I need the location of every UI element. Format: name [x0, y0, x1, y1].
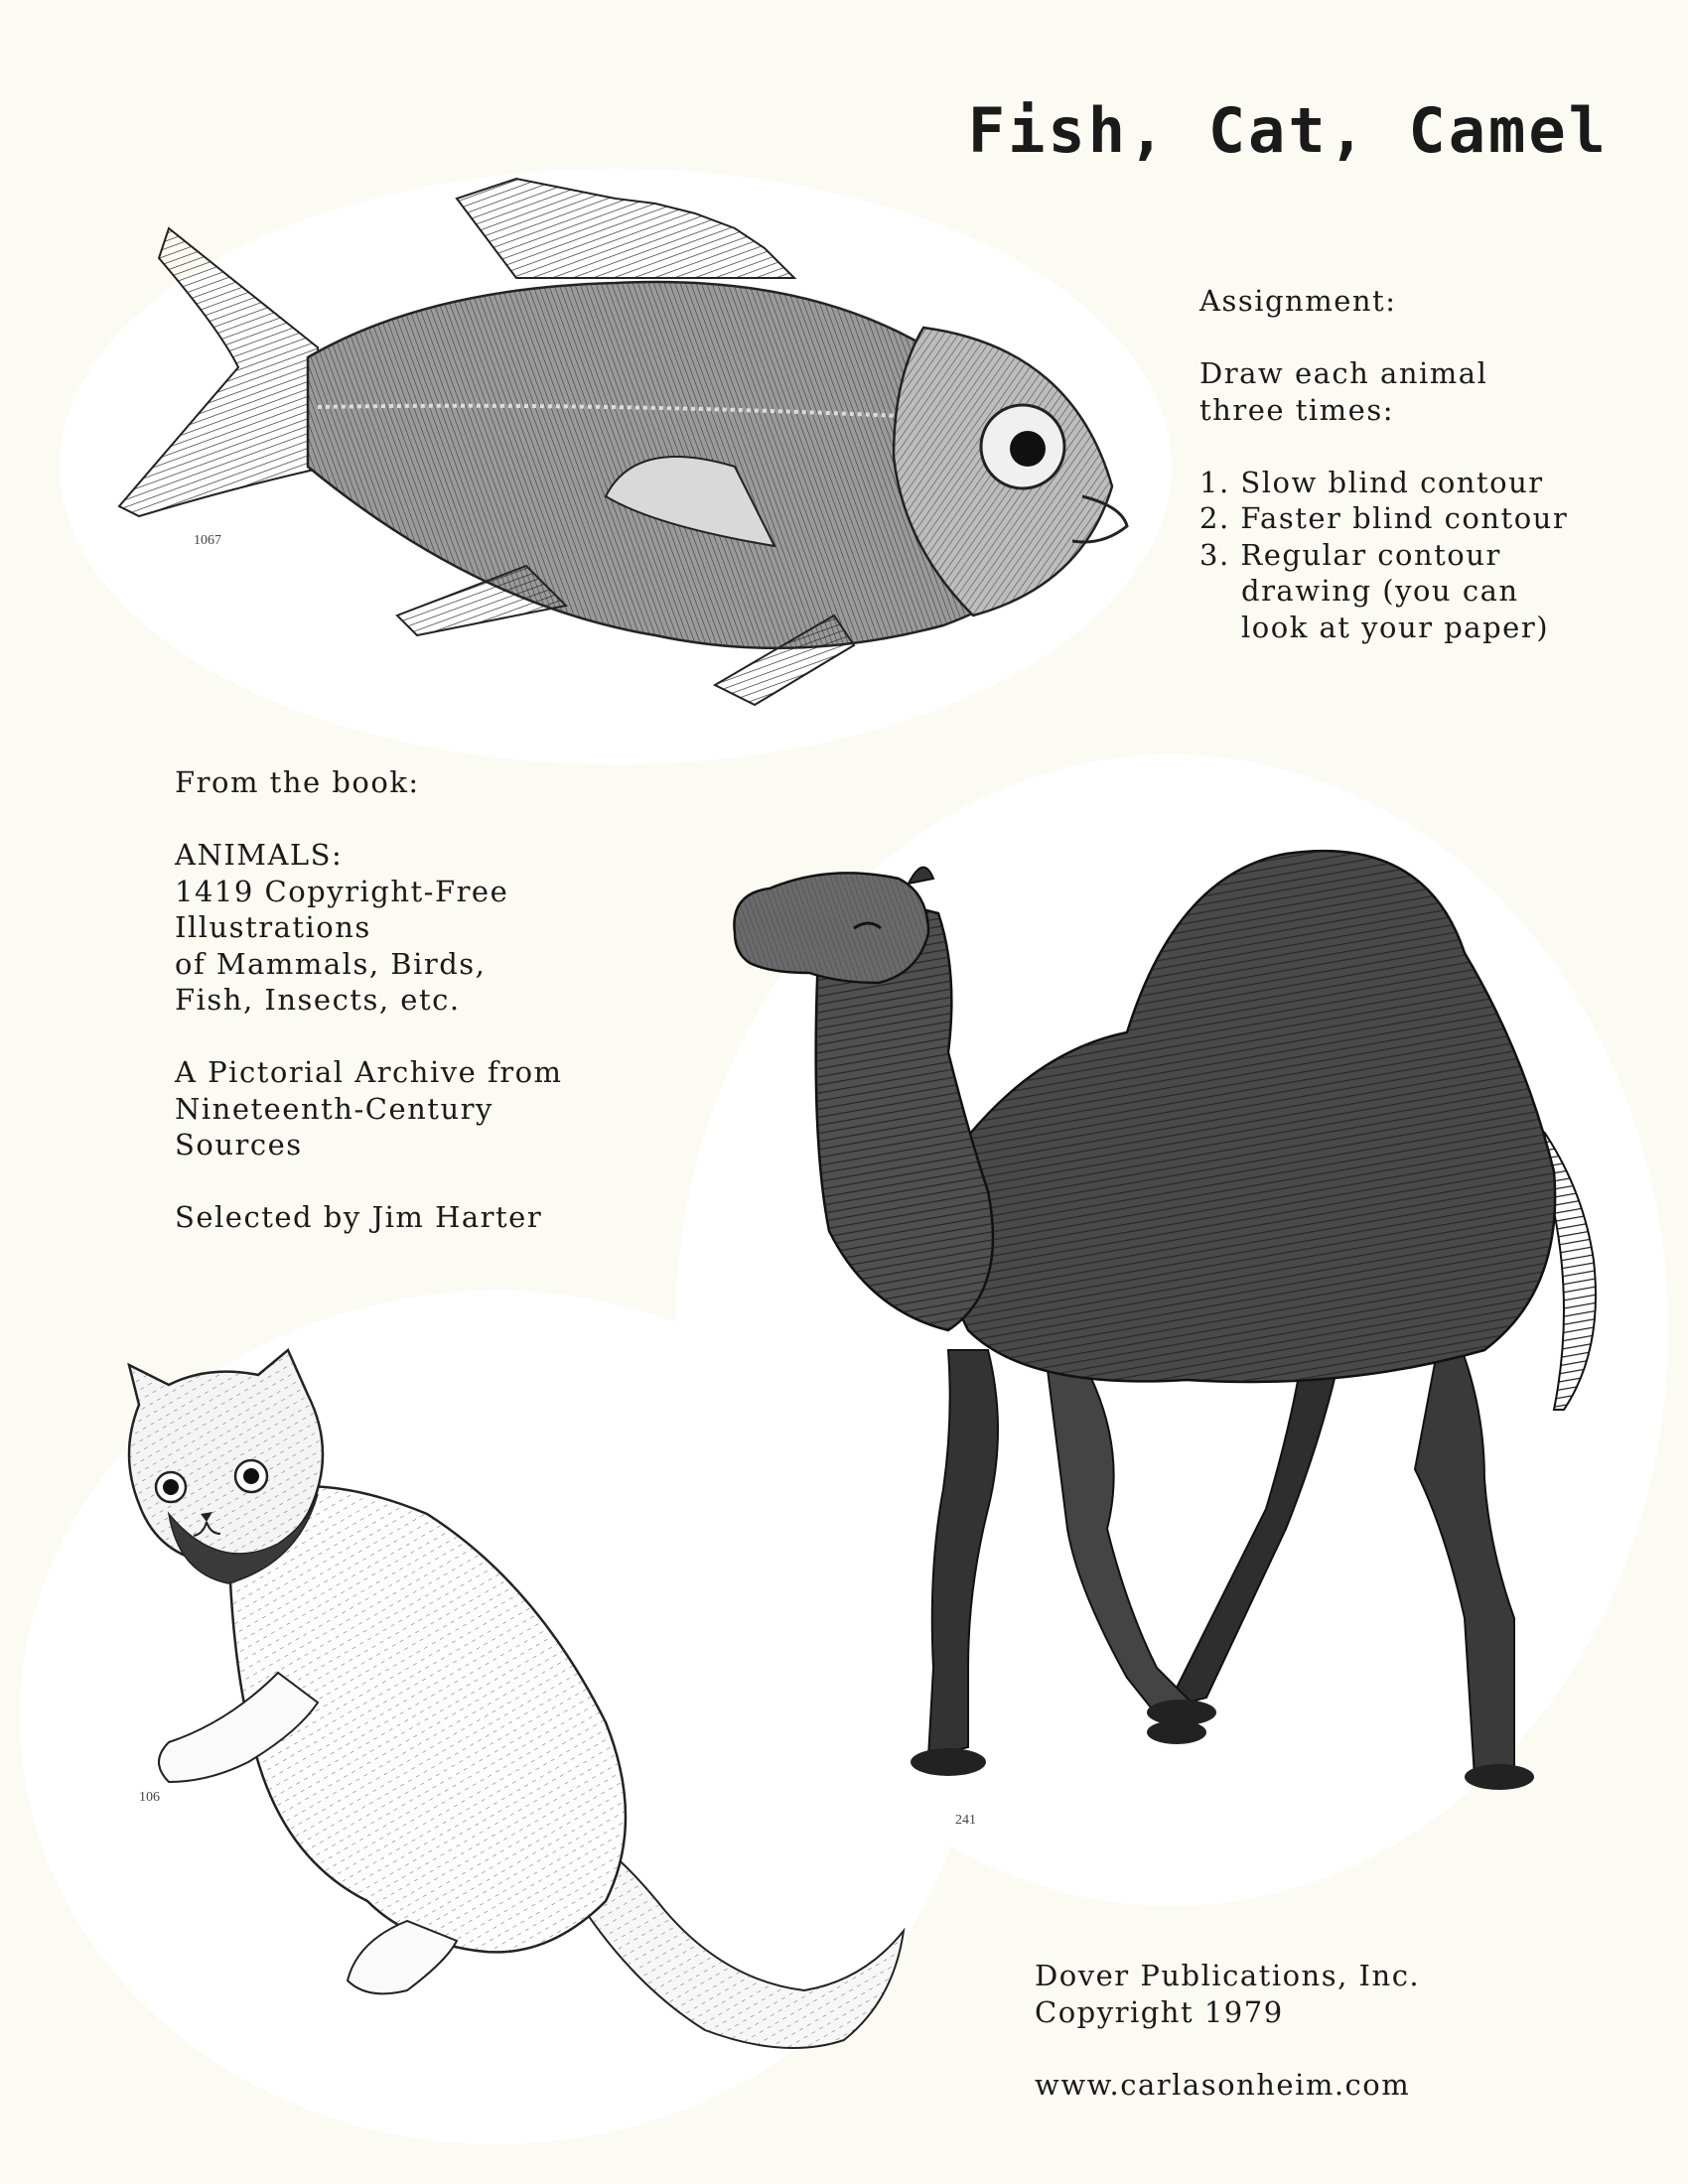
- assignment-step-1: 1. Slow blind contour: [1199, 465, 1544, 499]
- website-link[interactable]: www.carlasonheim.com: [1035, 2067, 1411, 2102]
- book-title-line-2: 1419 Copyright-Free: [175, 874, 509, 908]
- assignment-instruction-line-2: three times:: [1199, 392, 1394, 427]
- book-title-line-1: ANIMALS:: [175, 838, 344, 872]
- camel-back-leg-right: [1415, 1310, 1514, 1777]
- camel-front-leg-right: [1048, 1370, 1196, 1727]
- assignment-heading: Assignment:: [1199, 284, 1397, 318]
- camel-back-leg-left: [1167, 1330, 1345, 1707]
- publisher-name: Dover Publications, Inc.: [1035, 1959, 1421, 1992]
- copyright-year: Copyright 1979: [1035, 1994, 1284, 2029]
- fish-figure-number: 1067: [194, 533, 221, 548]
- assignment-step-3-cont-1: drawing (you can: [1241, 574, 1519, 608]
- page-title: Fish, Cat, Camel: [967, 94, 1609, 167]
- fish-illustration: [99, 169, 1142, 745]
- book-title-line-3: Illustrations: [175, 910, 371, 944]
- cat-figure-number: 106: [139, 1790, 160, 1805]
- book-subtitle-line-2: Nineteenth-Century: [175, 1091, 493, 1126]
- cat-illustration: [109, 1345, 923, 2100]
- camel-front-leg-left: [928, 1350, 998, 1757]
- book-subtitle-line-3: Sources: [175, 1128, 303, 1161]
- fish-tail: [119, 228, 328, 516]
- source-intro: From the book:: [175, 765, 420, 799]
- selected-by: Selected by Jim Harter: [175, 1200, 543, 1234]
- source-block: [175, 764, 563, 1236]
- assignment-step-2: 2. Faster blind contour: [1199, 501, 1569, 535]
- fish-dorsal-fin: [457, 179, 794, 278]
- publisher-block: [1035, 1958, 1420, 2103]
- assignment-step-3-cont-2: look at your paper): [1241, 610, 1550, 644]
- assignment-block: [1199, 283, 1568, 645]
- camel-ear: [909, 868, 933, 884]
- camel-figure-number: 241: [955, 1813, 976, 1828]
- book-subtitle-line-1: A Pictorial Archive from: [175, 1055, 563, 1089]
- book-title-line-5: Fish, Insects, etc.: [175, 983, 461, 1017]
- assignment-step-3: 3. Regular contour: [1199, 537, 1501, 572]
- assignment-instruction-line-1: Draw each animal: [1199, 356, 1488, 390]
- book-title-line-4: of Mammals, Birds,: [175, 946, 487, 981]
